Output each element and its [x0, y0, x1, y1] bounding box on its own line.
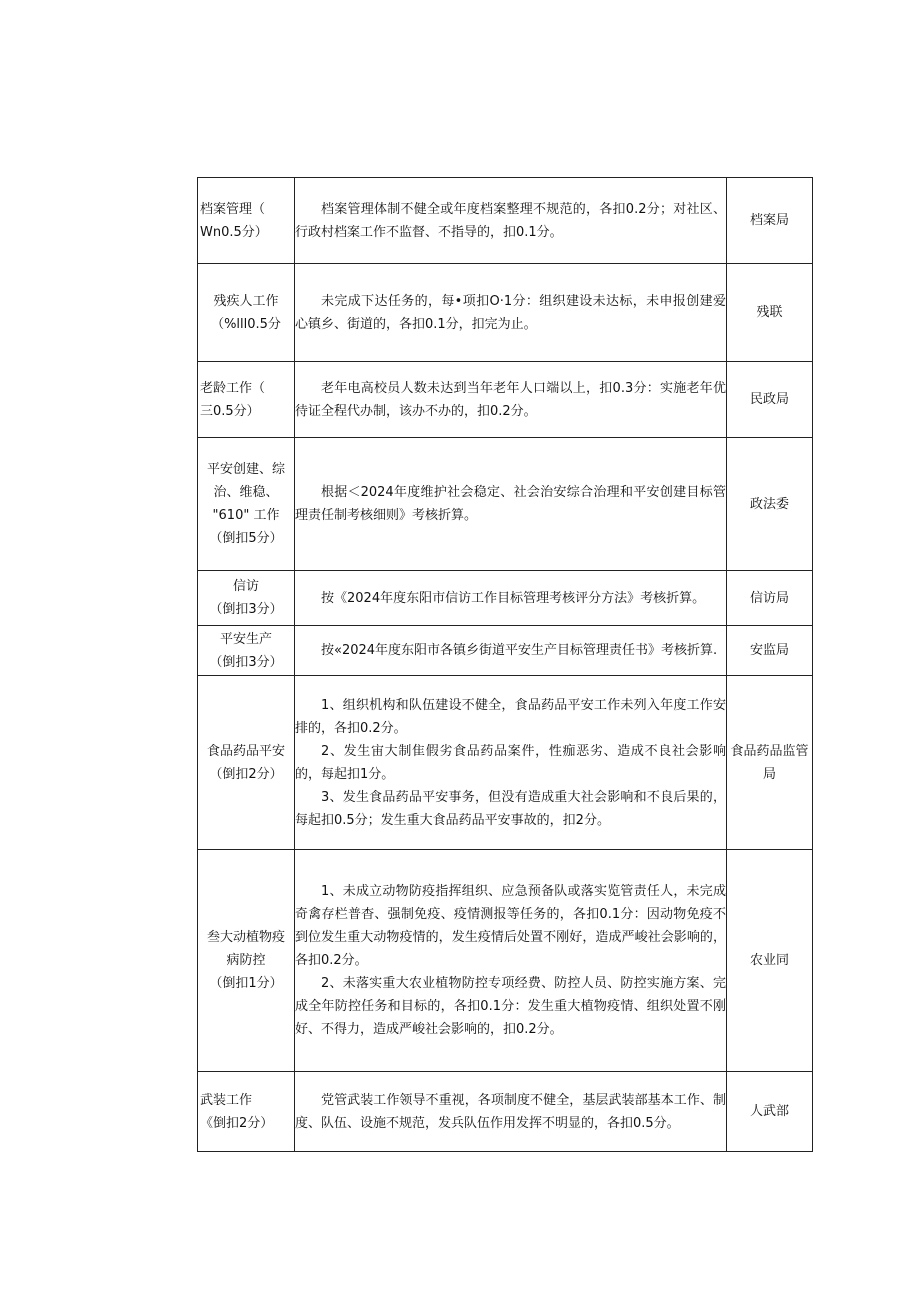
item-label: "610" 工作: [212, 508, 280, 523]
dept-cell: 农业同: [727, 850, 813, 1072]
criteria-text: 2、未落实重大农业植物防控专项经费、防控人员、防控实施方案、完成全年防控任务和目标的，各扣0.1分：发生重大植物疫情、组织处置不刚好、不得力，造成严峻社会影响的，扣0.2分。: [295, 976, 726, 1037]
item-cell: [198, 362, 295, 438]
table-row: [198, 178, 813, 264]
criteria-text: 1、组织机构和队伍建设不健全，食品药品平安工作未列入年度工作安排的，各扣0.2分。: [295, 697, 726, 736]
item-label: 《倒扣2分）: [200, 1115, 274, 1131]
item-cell: [198, 676, 295, 850]
item-label: 平安创建、综: [206, 462, 285, 477]
item-cell: [198, 438, 295, 571]
table-row: [198, 438, 813, 571]
table-row: [198, 264, 813, 362]
criteria-cell: [295, 1072, 727, 1152]
table-row: [198, 626, 813, 676]
item-label: 叁大动植物疫: [206, 930, 285, 945]
item-label: 治、维稳、: [213, 485, 279, 500]
criteria-cell: [295, 626, 727, 676]
item-cell: [198, 178, 295, 264]
criteria-text: 档案管理体制不健全或年度档案整理不规范的，各扣0.2分；对社区、行政村档案工作不监督、不指导的，扣0.1分。: [295, 201, 726, 240]
dept-cell: 人武部: [727, 1072, 813, 1152]
dept-cell: 民政局: [727, 362, 813, 438]
criteria-text: 未完成下达任务的，每•项扣O·1分：组织建设未达标，未申报创建爱心镇乡、街道的，各扣0.1分，扣完为止。: [295, 293, 726, 332]
item-cell: [198, 571, 295, 626]
criteria-cell: [295, 438, 727, 571]
item-label: （%lll0.5分: [211, 316, 281, 332]
table-row: [198, 850, 813, 1072]
criteria-text: 根据＜2024年度维护社会稳定、社会治安综合治理和平安创建目标管理责任制考核细则》考核折算。: [295, 485, 726, 523]
assessment-table: [197, 177, 813, 1152]
criteria-cell: [295, 362, 727, 438]
item-cell: [198, 264, 295, 362]
criteria-cell: [295, 850, 727, 1072]
dept-cell: 安监局: [727, 626, 813, 676]
criteria-cell: [295, 178, 727, 264]
criteria-text: 按«2024年度东阳市各镇乡街道平安生产目标管理责任书》考核折算.: [321, 643, 718, 658]
item-label: 老龄工作（: [200, 380, 266, 396]
table-row: [198, 676, 813, 850]
criteria-cell: [295, 264, 727, 362]
dept-cell: 政法委: [727, 438, 813, 571]
item-cell: [198, 850, 295, 1072]
item-cell: [198, 626, 295, 676]
dept-cell: 信访局: [727, 571, 813, 626]
dept-cell: 残联: [727, 264, 813, 362]
criteria-text: 党管武装工作领导不重视，各项制度不健全，基层武装部基本工作、制度、队伍、设施不规范，发兵队伍作用发挥不明显的，各扣0.5分。: [295, 1092, 726, 1131]
criteria-cell: [295, 676, 727, 850]
item-label: 三0.5分）: [200, 403, 260, 419]
item-label: 档案管理（: [200, 201, 266, 217]
table-row: [198, 1072, 813, 1152]
item-label: （倒扣5分）: [209, 531, 283, 546]
item-label: 病防控: [226, 953, 266, 968]
dept-cell: 食品药品监管局: [727, 676, 813, 850]
item-label: （倒扣2分）: [209, 766, 283, 782]
item-label: 武装工作: [200, 1092, 253, 1108]
item-label: （倒扣3分）: [209, 602, 283, 617]
table-row: [198, 571, 813, 626]
item-label: 信访: [232, 579, 259, 594]
item-label: 食品药品平安: [206, 743, 285, 759]
item-cell: [198, 1072, 295, 1152]
table-row: [198, 362, 813, 438]
item-label: 平安生产: [219, 631, 272, 647]
item-label: 残疾人工作: [213, 293, 279, 309]
criteria-cell: [295, 571, 727, 626]
criteria-text: 按《2024年度东阳市信访工作目标管理考核评分方法》考核折算。: [321, 590, 706, 606]
dept-cell: 档案局: [727, 178, 813, 264]
criteria-text: 3、发生食品药品平安事务，但没有造成重大社会影响和不良后果的，每起扣0.5分；发生重大食品药品平安事故的，扣2分。: [295, 789, 726, 828]
criteria-text: 1、未成立动物防疫指挥组织、应急预备队或落实览管责任人，未完成奇禽存栏普杳、强制免疫、疫情测报等任务的，各扣0.1分：因动物免疫不到位发生重大动物疫情的，发生疫情后处置不刚好，造成严峻社会影响的，各扣0.2分。: [295, 884, 726, 968]
item-label: （倒扣1分）: [209, 976, 283, 991]
item-label: Wn0.5分）: [200, 224, 268, 240]
criteria-text: 老年电高校员人数未达到当年老年人口端以上，扣0.3分：实施老年优待证全程代办制，该办不办的，扣0.2分。: [295, 380, 726, 419]
item-label: （倒扣3分）: [209, 654, 283, 670]
criteria-text: 2、发生宙大制隹假劣食品药品案件，性痂恶劣、造成不良社会影响的，每起扣1分。: [295, 743, 726, 782]
